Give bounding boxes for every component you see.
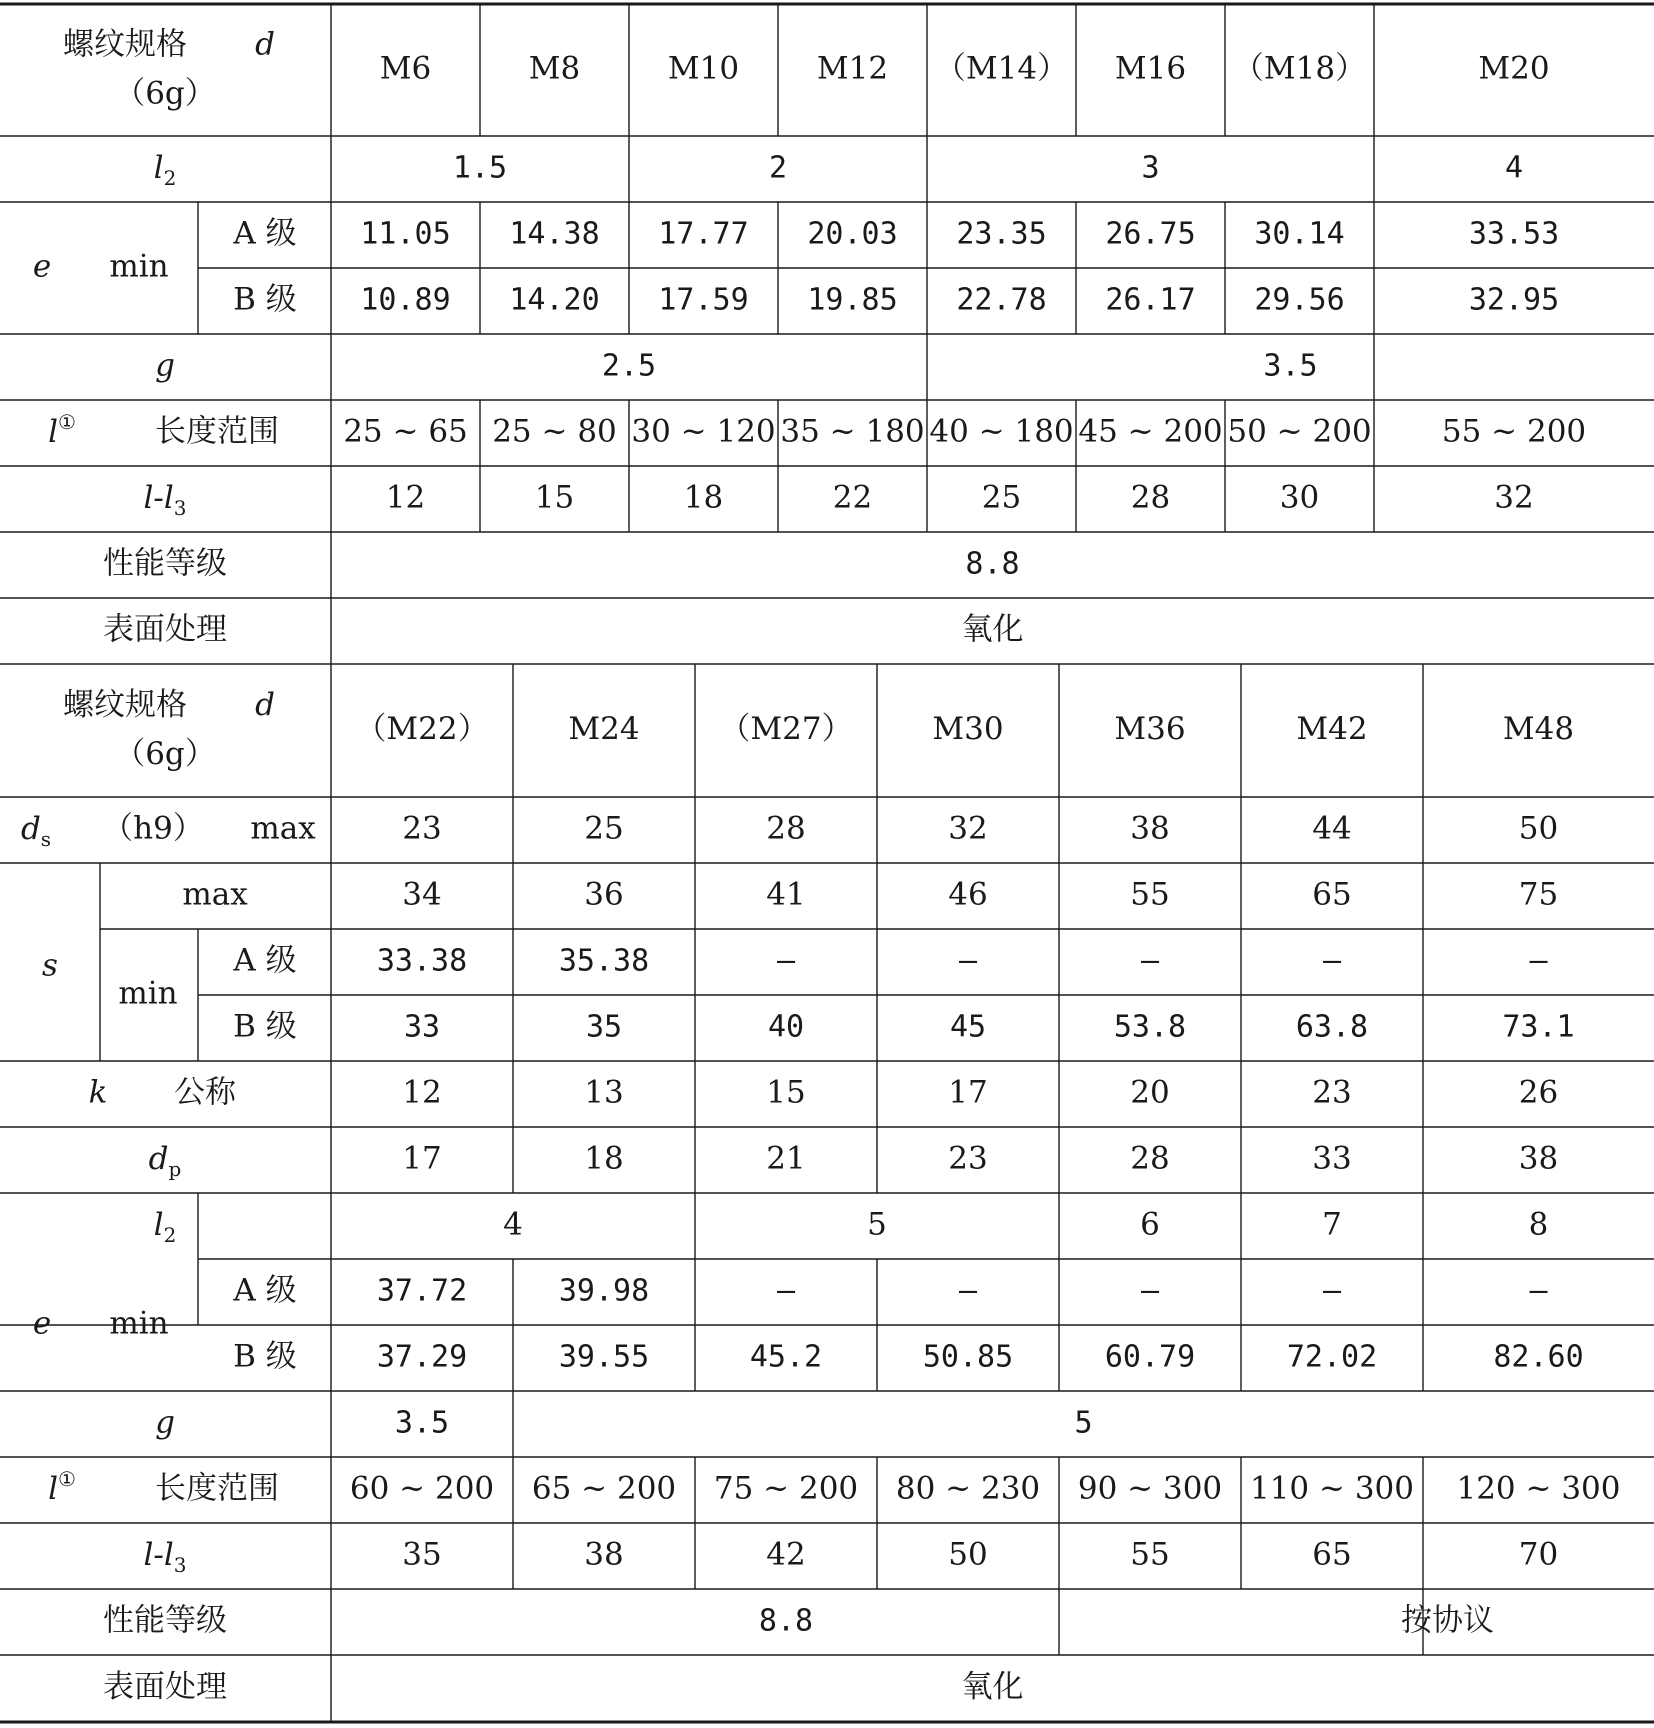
l-l3-value: 35	[402, 1536, 442, 1573]
e-a-value: 33.53	[1468, 216, 1560, 252]
e-a-value: 26.75	[1105, 216, 1196, 252]
e-a-value: 11.05	[360, 216, 451, 252]
g-value: 3.5	[394, 1405, 450, 1441]
l-range-value: 120 ~ 300	[1456, 1470, 1621, 1507]
k-value: 23	[1312, 1074, 1352, 1111]
l2-label	[154, 150, 177, 190]
ds-label-sub: s	[40, 826, 52, 851]
spec-value: M16	[1114, 50, 1187, 87]
spec-value: M42	[1296, 711, 1368, 747]
ds-value: 25	[584, 810, 624, 847]
l-range-value: 75 ~ 200	[713, 1470, 859, 1507]
spec-value: （M22）	[355, 711, 489, 747]
s-b-value: 53.8	[1113, 1009, 1187, 1045]
s-b-value: 63.8	[1295, 1009, 1369, 1045]
l2-value: 4	[503, 1206, 523, 1243]
e-b-value: 39.55	[558, 1339, 650, 1375]
g-value: 5	[1074, 1405, 1093, 1441]
s-max-label: max	[182, 876, 248, 913]
e-b-value: 17.59	[658, 282, 749, 318]
performance-grade-value: 8.8	[965, 546, 1020, 582]
spec-value: M24	[568, 711, 640, 747]
s-max-value: 65	[1312, 876, 1352, 913]
e-b-value: 32.95	[1468, 282, 1560, 318]
surface-treatment-label: 表面处理	[103, 611, 227, 648]
surface-treatment-value: 氧化	[961, 1669, 1024, 1705]
dp-label-main: d	[148, 1140, 169, 1177]
ds-label-main: d	[20, 810, 41, 847]
g-value: 2.5	[601, 348, 657, 384]
s-a-value: 33.38	[376, 943, 468, 979]
s-max-value: 55	[1130, 876, 1170, 913]
spec-value: M36	[1114, 711, 1186, 747]
s-max-value: 46	[948, 876, 988, 913]
spec-label: 螺纹规格	[63, 687, 187, 723]
s-b-value: 73.1	[1502, 1009, 1575, 1045]
spec-value: M10	[667, 50, 740, 87]
ds-value: 23	[402, 810, 442, 847]
l-range-value: 25 ~ 80	[492, 413, 617, 450]
l2-value: 6	[1140, 1206, 1160, 1243]
l-l3-value: 50	[948, 1536, 988, 1573]
spec-symbol-d: d	[255, 687, 275, 723]
l-l3-value: 55	[1130, 1536, 1170, 1573]
spec-value: （M14）	[934, 50, 1069, 87]
s-b-value: 45	[949, 1009, 987, 1045]
l-l3-value: 70	[1518, 1536, 1559, 1573]
spec-value: M20	[1478, 50, 1550, 87]
l2-label-sub: 2	[163, 1222, 177, 1247]
l-range-label-main: l	[48, 1470, 58, 1507]
l-range-label-sup: ①	[57, 409, 76, 434]
l-range-value: 90 ~ 300	[1077, 1470, 1223, 1507]
e-a-value: 14.38	[509, 216, 600, 252]
grade-b-label: B 级	[233, 1008, 297, 1045]
e-a-value: 37.72	[376, 1273, 468, 1309]
l-range-value: 55 ~ 200	[1441, 413, 1587, 450]
s-a-value: —	[1140, 943, 1160, 979]
s-a-value: —	[1322, 943, 1342, 979]
dp-value: 21	[766, 1140, 806, 1177]
l-l3-value: 28	[1130, 479, 1171, 516]
s-b-value: 35	[585, 1009, 623, 1045]
l2-label	[154, 1207, 177, 1247]
e-a-value: 30.14	[1254, 216, 1345, 252]
e-b-value: 26.17	[1105, 282, 1196, 318]
s-max-value: 34	[402, 876, 442, 913]
e-label: e	[32, 1305, 52, 1342]
dp-value: 38	[1518, 1140, 1559, 1177]
ds-label	[21, 811, 51, 851]
l-l3-value: 32	[1494, 479, 1534, 516]
l2-label-sub: 2	[163, 165, 177, 190]
spec-value: M12	[816, 50, 889, 87]
l-l3-value: 25	[981, 479, 1022, 516]
performance-grade-label: 性能等级	[103, 545, 227, 582]
k-value: 15	[766, 1074, 806, 1111]
e-b-value: 10.89	[360, 282, 451, 318]
s-max-value: 75	[1518, 876, 1559, 913]
l-range-value: 50 ~ 200	[1227, 413, 1372, 450]
l-l3-value: 38	[584, 1536, 624, 1573]
spec-symbol-d: d	[255, 26, 275, 63]
e-a-value: —	[1140, 1273, 1160, 1309]
e-a-value: —	[776, 1273, 796, 1309]
spec-label: 螺纹规格	[63, 26, 187, 63]
l-l3-value: 15	[534, 479, 575, 516]
l-l3-value: 30	[1279, 479, 1320, 516]
l2-label-main: l	[153, 1206, 164, 1243]
dp-value: 23	[948, 1140, 988, 1177]
s-b-value: 40	[767, 1009, 805, 1045]
l-l3-value: 65	[1312, 1536, 1352, 1573]
grade-b-label: B 级	[233, 1338, 297, 1375]
dp-value: 17	[402, 1140, 442, 1177]
performance-grade-label: 性能等级	[103, 1602, 227, 1639]
e-b-value: 50.85	[922, 1339, 1014, 1375]
ds-value: 50	[1518, 810, 1559, 847]
e-a-value: —	[958, 1273, 978, 1309]
spec-value: M8	[528, 50, 581, 87]
e-a-value: 17.77	[658, 216, 749, 252]
e-b-value: 37.29	[376, 1339, 468, 1375]
g-label: g	[155, 347, 175, 384]
l-range-label-sup: ①	[57, 1466, 76, 1491]
l2-value: 3	[1141, 150, 1160, 186]
s-a-value: —	[1529, 943, 1548, 979]
spec-value: M48	[1502, 711, 1575, 747]
l-range-label	[48, 410, 76, 450]
spec-tolerance: （6g）	[114, 736, 216, 772]
l-range-label-main: l	[48, 413, 58, 450]
l-range-value: 65 ~ 200	[531, 1470, 677, 1507]
l2-value: 4	[1504, 150, 1524, 186]
performance-grade-value: 8.8	[758, 1603, 814, 1639]
e-a-value: 39.98	[558, 1273, 650, 1309]
spec-value: （M18）	[1232, 50, 1367, 87]
length-range-label: 长度范围	[155, 1470, 279, 1507]
spec-value: （M27）	[719, 711, 853, 747]
s-a-value: —	[958, 943, 978, 979]
l2-value: 8	[1528, 1206, 1549, 1243]
l-l3-label-sub: 3	[173, 1552, 187, 1577]
ds-value: 44	[1312, 810, 1352, 847]
k-nominal-label: 公称	[174, 1074, 236, 1111]
l-range-label	[48, 1467, 76, 1507]
dp-label	[149, 1141, 182, 1181]
l-l3-value: 42	[766, 1536, 806, 1573]
spec-value: M30	[932, 711, 1004, 747]
e-b-value: 22.78	[956, 282, 1047, 318]
dp-value: 33	[1312, 1140, 1352, 1177]
e-b-value: 19.85	[807, 282, 898, 318]
surface-treatment-label: 表面处理	[103, 1669, 227, 1705]
s-min-label: min	[118, 975, 178, 1012]
l2-value: 1.5	[452, 150, 508, 186]
s-max-value: 36	[584, 876, 624, 913]
e-a-value: —	[1529, 1273, 1548, 1309]
e-b-value: 45.2	[749, 1339, 823, 1375]
k-value: 17	[948, 1074, 988, 1111]
k-label: k	[88, 1074, 108, 1111]
l-l3-label-main: l-l	[143, 1536, 174, 1573]
length-range-label: 长度范围	[155, 413, 279, 450]
l-l3-value: 18	[683, 479, 724, 516]
l2-label-main: l	[153, 149, 164, 186]
s-a-value: —	[776, 943, 796, 979]
s-a-value: 35.38	[558, 943, 650, 979]
e-b-value: 29.56	[1254, 282, 1345, 318]
l-range-value: 35 ~ 180	[780, 413, 925, 450]
l-range-value: 40 ~ 180	[929, 413, 1074, 450]
l-l3-label	[143, 1537, 186, 1577]
dp-value: 28	[1130, 1140, 1170, 1177]
grade-a-label: A 级	[233, 215, 297, 252]
l-range-value: 30 ~ 120	[631, 413, 776, 450]
e-min-label: min	[109, 1305, 169, 1342]
e-min-label: min	[109, 248, 169, 285]
e-b-value: 82.60	[1493, 1339, 1584, 1375]
performance-grade-value: 按协议	[1401, 1602, 1494, 1639]
l-range-value: 45 ~ 200	[1078, 413, 1223, 450]
l-l3-value: 22	[832, 479, 873, 516]
k-value: 26	[1518, 1074, 1559, 1111]
e-a-value: 20.03	[807, 216, 898, 252]
grade-a-label: A 级	[233, 942, 297, 979]
l2-value: 7	[1322, 1206, 1342, 1243]
e-a-value: 23.35	[956, 216, 1047, 252]
l2-value: 2	[768, 150, 788, 186]
l-l3-label-main: l-l	[143, 479, 174, 516]
grade-a-label: A 级	[233, 1272, 297, 1309]
dp-label-sub: p	[168, 1156, 182, 1181]
dp-value: 18	[584, 1140, 624, 1177]
k-value: 13	[584, 1074, 624, 1111]
e-b-value: 72.02	[1286, 1339, 1378, 1375]
ds-value: 38	[1130, 810, 1170, 847]
l-range-value: 25 ~ 65	[343, 413, 468, 450]
s-max-value: 41	[766, 876, 806, 913]
spec-value: M6	[379, 50, 432, 87]
ds-value: 28	[766, 810, 806, 847]
e-a-value: —	[1322, 1273, 1342, 1309]
g-value: 3.5	[1263, 348, 1318, 384]
l-l3-label-sub: 3	[173, 495, 187, 520]
s-b-value: 33	[403, 1009, 441, 1045]
g-label: g	[155, 1404, 175, 1441]
s-label: s	[42, 947, 58, 984]
e-b-value: 60.79	[1104, 1339, 1196, 1375]
l-range-value: 80 ~ 230	[895, 1470, 1041, 1507]
e-b-value: 14.20	[509, 282, 600, 318]
grade-b-label: B 级	[233, 281, 297, 318]
ds-max-label: max	[250, 810, 316, 847]
l-range-value: 110 ~ 300	[1249, 1470, 1415, 1507]
l-range-value: 60 ~ 200	[349, 1470, 495, 1507]
l-l3-label	[143, 480, 186, 520]
l-l3-value: 12	[385, 479, 426, 516]
k-value: 12	[402, 1074, 442, 1111]
l2-value: 5	[867, 1206, 887, 1243]
ds-value: 32	[948, 810, 988, 847]
spec-tolerance: （6g）	[114, 75, 216, 112]
surface-treatment-value: 氧化	[961, 611, 1024, 648]
ds-tolerance: （h9）	[102, 810, 204, 847]
e-label: e	[32, 248, 52, 285]
k-value: 20	[1130, 1074, 1170, 1111]
